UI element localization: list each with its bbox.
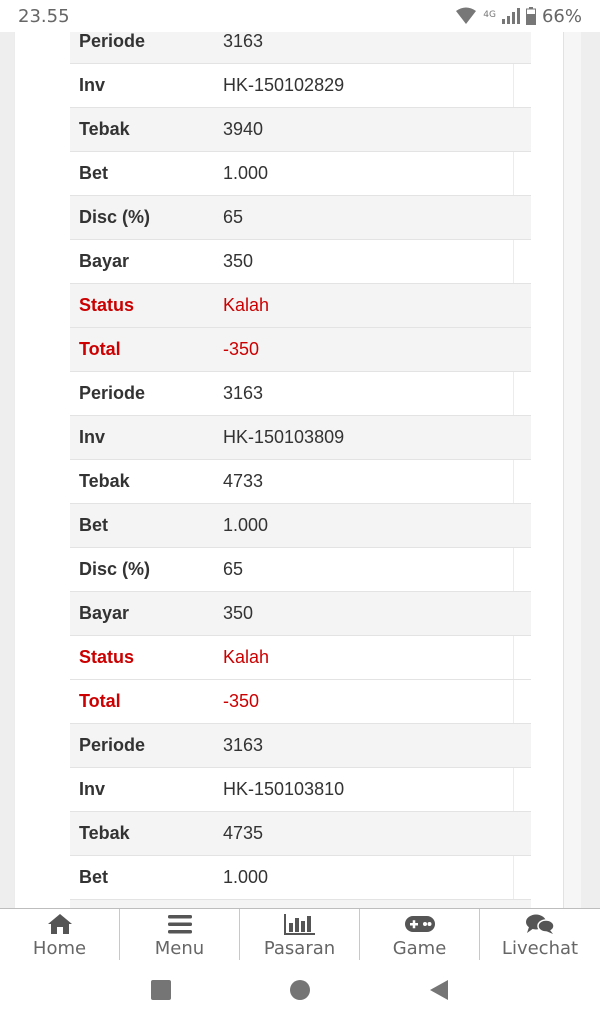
row-label: Bayar (79, 603, 130, 623)
table-row (70, 32, 531, 64)
total-row (70, 680, 531, 724)
table-row (70, 592, 531, 636)
battery-level: 66% (541, 5, 582, 27)
table-row (70, 768, 531, 812)
status-row (70, 636, 531, 680)
row-label: Total (79, 339, 121, 359)
network-type: 4G (483, 9, 496, 20)
wifi-icon (455, 7, 477, 25)
home-icon (47, 913, 73, 935)
home-nav-button[interactable] (289, 979, 311, 1006)
row-value: 4735 (223, 823, 264, 843)
row-value: 3940 (223, 119, 264, 139)
status-icons (455, 6, 582, 27)
row-label: Bayar (79, 251, 130, 271)
row-value: 3163 (223, 735, 264, 755)
table-row (70, 64, 531, 108)
row-value: HK-150103809 (223, 427, 345, 447)
chat-icon (525, 913, 555, 935)
row-label: Status (79, 647, 135, 667)
table-row (70, 504, 531, 548)
row-label: Status (79, 295, 135, 315)
table-row (70, 548, 531, 592)
tab-home[interactable] (0, 909, 120, 961)
row-label: Bet (79, 515, 109, 535)
tab-label: Pasaran (263, 938, 336, 959)
table-row (70, 108, 531, 152)
row-value: HK-150103810 (223, 779, 345, 799)
table-row (70, 372, 531, 416)
row-value: HK-150102829 (223, 75, 345, 95)
row-label: Inv (79, 75, 106, 95)
status-value: Kalah (223, 647, 270, 667)
table-row (70, 152, 531, 196)
row-value: 65 (223, 559, 244, 579)
menu-icon (167, 913, 193, 935)
table-row (70, 460, 531, 504)
square-icon (150, 979, 172, 1001)
table-row (70, 196, 531, 240)
row-label: Inv (79, 427, 106, 447)
tab-pasaran[interactable] (240, 909, 360, 961)
row-label: Periode (79, 32, 146, 51)
tab-game[interactable] (360, 909, 480, 961)
row-value: 1.000 (223, 163, 269, 183)
row-label: Total (79, 691, 121, 711)
row-value: 3163 (223, 32, 264, 51)
status-bar (0, 0, 600, 32)
battery-icon (526, 7, 536, 25)
android-nav-bar (0, 960, 600, 1024)
row-label: Bet (79, 867, 109, 887)
status-row (70, 284, 531, 328)
total-value: -350 (223, 339, 260, 359)
back-triangle-icon (428, 979, 450, 1001)
tab-label: Menu (154, 938, 205, 959)
tab-menu[interactable] (120, 909, 240, 961)
row-value: 1.000 (223, 515, 269, 535)
row-label: Tebak (79, 471, 130, 491)
status-value: Kalah (223, 295, 270, 315)
table-row (70, 900, 531, 908)
bottom-tab-bar (0, 908, 600, 961)
tab-label: Game (392, 938, 447, 959)
back-button[interactable] (428, 979, 450, 1006)
row-label: Periode (79, 735, 146, 755)
row-value: 4733 (223, 471, 264, 491)
signal-icon (502, 8, 520, 24)
table-row (70, 724, 531, 768)
circle-icon (289, 979, 311, 1001)
row-label: Disc (%) (79, 559, 151, 579)
gamepad-icon (404, 913, 436, 935)
table-row (70, 856, 531, 900)
row-value: 65 (223, 207, 244, 227)
row-label: Inv (79, 779, 106, 799)
total-value: -350 (223, 691, 260, 711)
row-label: Bet (79, 163, 109, 183)
total-row (70, 328, 531, 372)
table-row (70, 416, 531, 460)
status-time: 23.55 (18, 5, 70, 27)
table-row (70, 812, 531, 856)
bar-chart-icon (284, 913, 316, 935)
tab-label: Home (32, 938, 87, 959)
bet-history-table (70, 32, 531, 908)
content-area (0, 32, 600, 908)
row-label: Tebak (79, 119, 130, 139)
row-value: 350 (223, 251, 254, 271)
row-value: 350 (223, 603, 254, 623)
row-label: Disc (%) (79, 207, 151, 227)
row-label: Tebak (79, 823, 130, 843)
tab-label: Livechat (501, 938, 579, 959)
row-value: 1.000 (223, 867, 269, 887)
row-value: 3163 (223, 383, 264, 403)
tab-livechat[interactable] (480, 909, 600, 961)
row-label: Periode (79, 383, 146, 403)
table-row (70, 240, 531, 284)
recent-apps-button[interactable] (150, 979, 172, 1006)
